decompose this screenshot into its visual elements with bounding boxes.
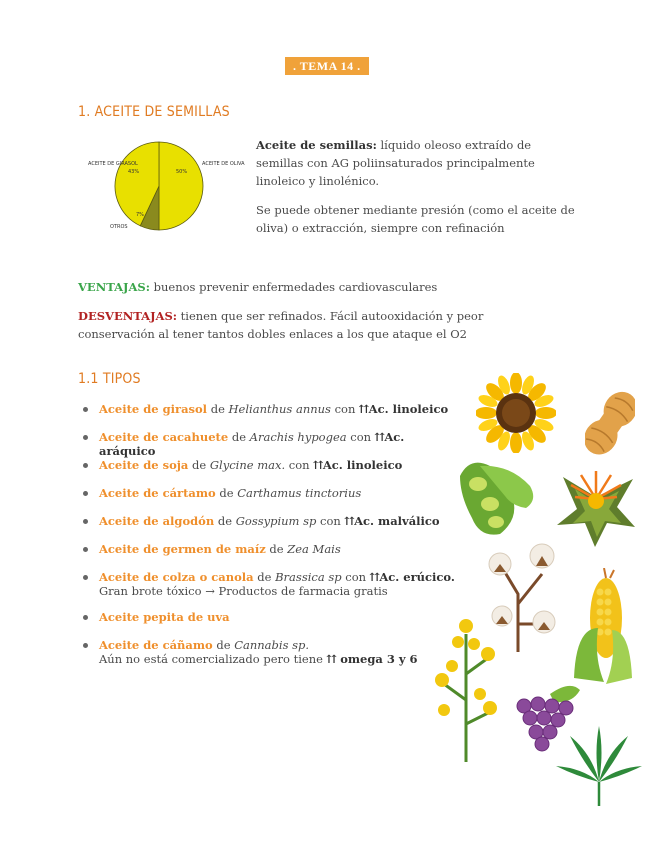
list-item [83, 430, 463, 458]
pie-value-others: 7% [136, 212, 144, 218]
type-pre: de [253, 570, 276, 584]
pros-label: VENTAJAS: [78, 280, 150, 294]
type-name: Aceite de cacahuete [99, 430, 229, 444]
list-item [83, 542, 463, 570]
type-pre: de [212, 638, 235, 652]
type-pre: de [265, 542, 288, 556]
list-item [83, 486, 463, 514]
type-species: Glycine max. [209, 458, 286, 472]
type-acid: ⇈Ac. linoleico [359, 402, 449, 416]
pie-slice [159, 142, 203, 230]
type-name: Aceite de girasol [99, 402, 208, 416]
type-post: con [330, 402, 360, 416]
list-item [83, 570, 463, 610]
list-item [83, 402, 463, 430]
bullet-icon [83, 435, 88, 440]
pros-paragraph [78, 278, 558, 296]
type-post: con [285, 458, 314, 472]
section-title-seed-oils: 1. ACEITE DE SEMILLAS [78, 104, 230, 120]
type-acid: ⇈Ac. linoleico [313, 458, 403, 472]
bullet-icon [83, 519, 88, 524]
pie-value-olive: 50% [176, 169, 188, 175]
soybean-icon [450, 456, 538, 538]
peanut-icon [585, 388, 635, 460]
pie-label-olive: ACEITE DE OLIVA [202, 161, 245, 167]
type-post: con [316, 514, 345, 528]
bullet-icon [83, 575, 88, 580]
pros-text: buenos prevenir enfermedades cardiovasculares [149, 280, 438, 294]
type-species: Arachis hypogea [249, 430, 347, 444]
type-note-bold: ⇈ omega 3 y 6 [326, 652, 418, 666]
type-pre: de [215, 486, 238, 500]
type-acid: ⇈Ac. erúcico. [369, 570, 455, 584]
type-name: Aceite de soja [99, 458, 189, 472]
list-item [83, 514, 463, 542]
bullet-icon [83, 407, 88, 412]
section-title-types: 1.1 TIPOS [78, 371, 141, 387]
definition-term: Aceite de semillas: [256, 138, 377, 152]
type-acid: ⇈Ac. aráquico [99, 430, 405, 458]
bullet-icon [83, 463, 88, 468]
oil-types-list [83, 402, 463, 670]
list-item [83, 638, 463, 670]
type-name: Aceite de colza o canola [99, 570, 254, 584]
pie-value-sunflower: 43% [128, 169, 140, 175]
type-species: Gossypium sp [235, 514, 317, 528]
type-name: Aceite de cártamo [99, 486, 216, 500]
cannabis-leaf-icon [556, 726, 642, 808]
cons-text: tienen que ser refinados. Fácil autooxidación y peor conservación al tener tantos dobles enlaces a los que ataque el O2 [78, 309, 484, 341]
bullet-icon [83, 643, 88, 648]
type-species: Zea Mais [287, 542, 341, 556]
type-name: Aceite de algodón [99, 514, 215, 528]
seed-oil-definition [256, 136, 576, 190]
definition-text: líquido oleoso extraído de semillas con AG poliinsaturados principalmente linoleico y linolénico. [256, 138, 535, 188]
sunflower-icon [476, 373, 556, 453]
pie-slices [115, 142, 203, 230]
rapeseed-icon [430, 614, 500, 764]
bullet-icon [83, 491, 88, 496]
topic-tag: . TEMA 14 . [285, 57, 369, 75]
type-name: Aceite pepita de uva [99, 610, 230, 624]
safflower-icon [555, 467, 637, 549]
bullet-icon [83, 547, 88, 552]
type-name: Aceite de germen de maíz [99, 542, 266, 556]
type-pre: de [207, 402, 229, 416]
obtain-paragraph: Se puede obtener mediante presión (como el aceite de oliva) o extracción, siempre con refinación [256, 203, 575, 235]
bullet-icon [83, 615, 88, 620]
pie-label-others: OTROS [110, 224, 128, 230]
cons-label: DESVENTAJAS: [78, 309, 178, 323]
oil-pie-chart [76, 138, 246, 238]
list-item [83, 458, 463, 486]
list-item [83, 610, 463, 638]
type-pre: de [228, 430, 250, 444]
type-species: Carthamus tinctorius [237, 486, 362, 500]
corn-icon [568, 568, 638, 686]
type-note: Aún no está comercializado pero tiene [99, 652, 327, 666]
type-species: Cannabis sp. [234, 638, 310, 652]
type-pre: de [188, 458, 210, 472]
cons-paragraph [78, 307, 563, 343]
type-species: Brassica sp [275, 570, 342, 584]
pie-label-sunflower: ACEITE DE GIRASOL [88, 161, 138, 167]
type-species: Helianthus annus [228, 402, 331, 416]
type-pre: de [214, 514, 236, 528]
type-name: Aceite de cáñamo [99, 638, 213, 652]
type-note: Gran brote tóxico → Productos de farmacia gratis [99, 584, 388, 598]
type-acid: ⇈Ac. malválico [344, 514, 440, 528]
type-post: con [346, 430, 375, 444]
type-post: con [341, 570, 370, 584]
